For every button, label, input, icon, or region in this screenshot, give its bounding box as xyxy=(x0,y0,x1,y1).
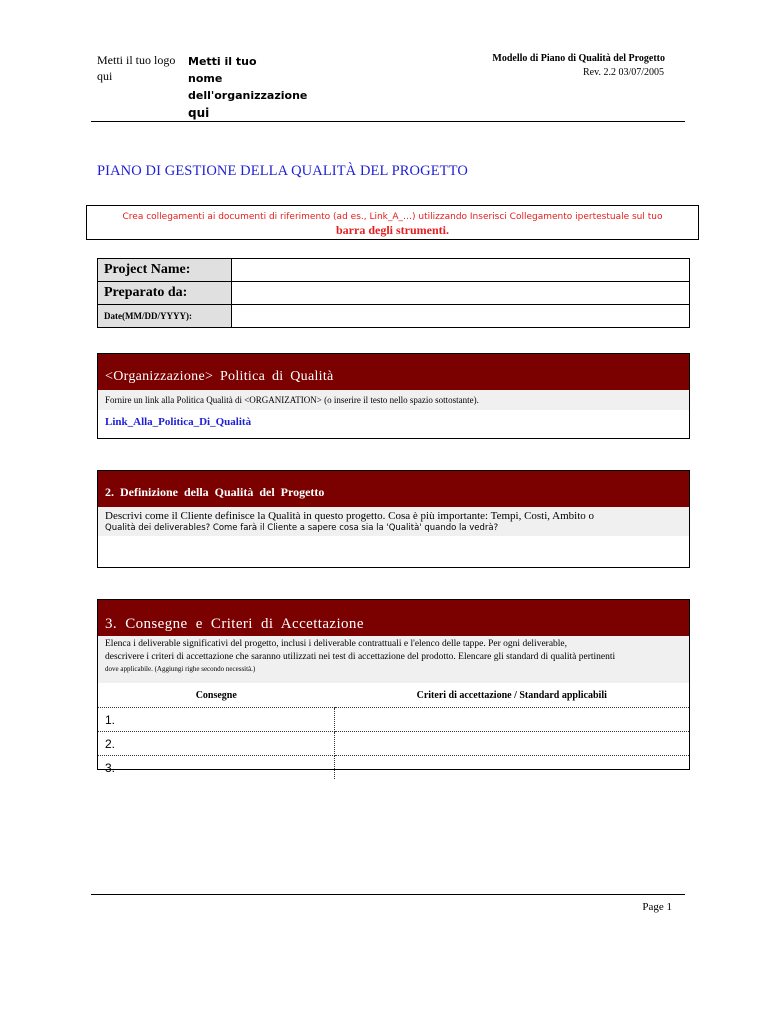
date-label: Date(MM/DD/YYYY): xyxy=(98,305,232,328)
table-row xyxy=(98,756,689,780)
deliverable-cell[interactable]: 3. xyxy=(98,756,335,780)
notice-line-1: Crea collegamenti ai documenti di riferimento (ad es., Link_A_…) utilizzando Inserisci Collegamento ipertestuale sul tuo xyxy=(122,212,663,222)
logo-placeholder: Metti il tuo logo qui xyxy=(97,53,176,83)
criteria-cell[interactable] xyxy=(335,756,690,780)
criteria-cell[interactable] xyxy=(335,732,690,756)
header-divider xyxy=(91,121,685,122)
table-row xyxy=(98,305,690,328)
quality-definition-description xyxy=(98,507,689,536)
description-line-2: Qualità dei deliverables? Come farà il Cliente a sapere cosa sia la 'Qualità' quando la vedrà? xyxy=(105,523,499,533)
prepared-by-label: Preparato da: xyxy=(98,282,232,305)
project-quality-definition-section xyxy=(97,470,690,568)
description-line-1: Descrivi come il Cliente definisce la Qualità in questo progetto. Cosa è più importante: Tempi, Costi, Ambito o xyxy=(105,510,595,522)
column-header-criteria: Criteri di accettazione / Standard applicabili xyxy=(335,683,690,708)
org-line-2: nome dell'organizzazione xyxy=(188,72,308,102)
quality-policy-heading: <Organizzazione> Politica di Qualità xyxy=(98,354,689,390)
page-title: PIANO DI GESTIONE DELLA QUALITÀ DEL PROGETTO xyxy=(97,163,468,179)
hyperlink-notice xyxy=(86,205,699,240)
table-row xyxy=(98,259,690,282)
footer-divider xyxy=(91,894,685,895)
org-line-1: Metti il tuo xyxy=(188,55,257,68)
project-name-field[interactable] xyxy=(232,259,690,282)
page-number: Page 1 xyxy=(642,901,672,913)
table-header-row xyxy=(98,683,689,708)
quality-policy-section xyxy=(97,353,690,439)
criteria-cell[interactable] xyxy=(335,708,690,732)
project-info-table xyxy=(97,258,690,328)
deliverables-description xyxy=(98,636,689,683)
deliverables-section xyxy=(97,599,690,775)
quality-policy-link[interactable]: Link_Alla_Politica_Di_Qualità xyxy=(105,416,252,428)
date-field[interactable] xyxy=(232,305,690,328)
description-line-2: descrivere i criteri di accettazione che saranno utilizzati nei test di accettazione del prodotto. Elencare gli standard di qualità pertinenti xyxy=(105,652,616,662)
org-line-3: qui xyxy=(188,106,210,120)
deliverable-cell[interactable]: 2. xyxy=(98,732,335,756)
deliverable-cell[interactable]: 1. xyxy=(98,708,335,732)
table-row xyxy=(98,708,689,732)
quality-definition-heading: 2. Definizione della Qualità del Progetto xyxy=(98,471,689,507)
deliverables-heading: 3. Consegne e Criteri di Accettazione xyxy=(98,600,689,636)
prepared-by-field[interactable] xyxy=(232,282,690,305)
table-row xyxy=(98,282,690,305)
description-line-3: dove applicabile. (Aggiungi righe secondo necessità.) xyxy=(105,665,256,673)
column-header-deliverables: Consegne xyxy=(98,683,335,708)
description-line-1: Elenca i deliverable significativi del progetto, inclusi i deliverable contrattuali e l'elenco delle tappe. Per ogni deliverable, xyxy=(105,639,568,649)
project-name-label: Project Name: xyxy=(98,259,232,282)
document-title: Modello di Piano di Qualità del Progetto xyxy=(492,53,665,64)
table-row xyxy=(98,732,689,756)
revision-label: Rev. 2.2 03/07/2005 xyxy=(582,67,664,78)
quality-definition-text-area[interactable] xyxy=(98,536,689,564)
organization-name xyxy=(188,53,338,122)
quality-policy-description: Fornire un link alla Politica Qualità di <ORGANIZATION> (o inserire il testo nello spazio sottostante). xyxy=(98,390,689,410)
deliverables-table xyxy=(98,683,689,779)
notice-line-2: barra degli strumenti. xyxy=(336,223,449,237)
